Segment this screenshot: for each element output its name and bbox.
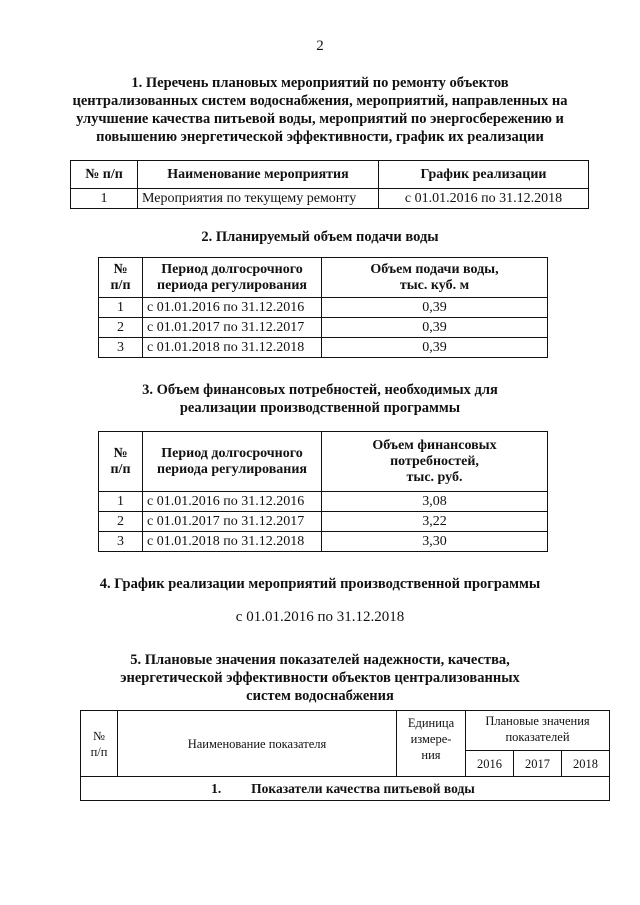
table-cell: 0,39 <box>322 318 548 338</box>
header-line: № <box>113 261 128 277</box>
header-line: периода регулирования <box>157 277 307 293</box>
table-row <box>99 338 548 358</box>
header-line: Единица <box>407 716 455 730</box>
table-cell: 1 <box>71 189 138 209</box>
table-row <box>71 189 589 209</box>
column-header-unit <box>397 711 466 777</box>
column-header-value <box>322 432 548 492</box>
column-header: График реализации <box>379 161 589 189</box>
section1-heading <box>40 74 600 146</box>
section5-heading-line: систем водоснабжения <box>246 688 394 704</box>
table-group-row <box>81 777 610 801</box>
table-row <box>99 298 548 318</box>
table-cell: с 01.01.2018 по 31.12.2018 <box>143 338 322 358</box>
section3-table <box>98 431 548 552</box>
section3-heading-line: реализации производственной программы <box>179 400 461 416</box>
table-cell: 3,30 <box>322 532 548 552</box>
section2-heading: 2. Планируемый объем подачи воды <box>201 229 439 245</box>
section1-heading-line: повышению энергетической эффективности, график их реализации <box>96 129 544 145</box>
table-row <box>99 492 548 512</box>
column-header-num <box>99 258 143 298</box>
header-line: тыс. руб. <box>406 469 463 485</box>
table-cell: 2 <box>99 512 143 532</box>
section3-heading-line: 3. Объем финансовых потребностей, необходимых для <box>142 382 498 398</box>
table-cell: 0,39 <box>322 338 548 358</box>
table-header-row <box>81 711 610 751</box>
table-cell: 1 <box>99 298 143 318</box>
section5-table <box>80 710 610 801</box>
section5-heading-line: энергетической эффективности объектов централизованных <box>120 670 520 686</box>
year-header: 2017 <box>513 751 561 777</box>
header-line: показателей <box>505 730 570 744</box>
table-cell: с 01.01.2016 по 31.12.2016 <box>143 298 322 318</box>
section3-heading <box>40 381 600 417</box>
section1-heading-line: 1. Перечень плановых мероприятий по ремонту объектов <box>131 75 509 91</box>
table-header-row <box>99 432 548 492</box>
table-row <box>99 318 548 338</box>
header-line: Период долгосрочного <box>161 445 303 461</box>
table-cell: Мероприятия по текущему ремонту <box>138 189 379 209</box>
header-line: Объем подачи воды, <box>370 261 499 277</box>
section2-table <box>98 257 548 358</box>
table-cell: 3 <box>99 338 143 358</box>
header-line: Период долгосрочного <box>161 261 303 277</box>
column-header-num <box>81 711 118 777</box>
table-row <box>99 532 548 552</box>
column-header: № п/п <box>71 161 138 189</box>
column-header-period <box>143 258 322 298</box>
header-line: Объем финансовых <box>372 437 497 453</box>
column-header-name: Наименование показателя <box>118 711 397 777</box>
header-line: ния <box>421 748 441 762</box>
header-line: периода регулирования <box>157 461 307 477</box>
table-cell: 3 <box>99 532 143 552</box>
header-line: № <box>113 445 128 461</box>
table-cell: 0,39 <box>322 298 548 318</box>
group-row-number: 1. <box>211 780 222 796</box>
group-row-label: Показатели качества питьевой воды <box>251 780 475 796</box>
column-header-period <box>143 432 322 492</box>
table-cell: с 01.01.2017 по 31.12.2017 <box>143 318 322 338</box>
section1-heading-line: централизованных систем водоснабжения, мероприятий, направленных на <box>72 93 568 109</box>
section4-heading: 4. График реализации мероприятий производственной программы <box>99 576 541 592</box>
table-cell: с 01.01.2016 по 31.12.2016 <box>143 492 322 512</box>
header-line: п/п <box>110 461 131 477</box>
table-row <box>99 512 548 532</box>
page-number: 2 <box>316 38 324 54</box>
section4-period: с 01.01.2016 по 31.12.2018 <box>235 609 405 625</box>
table-header-row <box>99 258 548 298</box>
year-header: 2018 <box>561 751 609 777</box>
table-cell: с 01.01.2017 по 31.12.2017 <box>143 512 322 532</box>
table-cell: 3,22 <box>322 512 548 532</box>
table-header-row <box>71 161 589 189</box>
section5-heading-line: 5. Плановые значения показателей надежности, качества, <box>130 652 510 668</box>
header-line: № <box>93 728 105 743</box>
group-row-cell <box>81 777 610 801</box>
year-header: 2016 <box>466 751 514 777</box>
table-cell: 1 <box>99 492 143 512</box>
column-header-value <box>322 258 548 298</box>
header-line: тыс. куб. м <box>399 277 470 293</box>
section5-heading <box>40 651 600 705</box>
table-cell: с 01.01.2018 по 31.12.2018 <box>143 532 322 552</box>
header-line: п/п <box>110 277 131 293</box>
table-cell: 3,08 <box>322 492 548 512</box>
header-line: потребностей, <box>390 453 479 469</box>
column-header: Наименование мероприятия <box>138 161 379 189</box>
table-cell: 2 <box>99 318 143 338</box>
section1-table <box>70 160 589 209</box>
table-cell: с 01.01.2016 по 31.12.2018 <box>379 189 589 209</box>
header-line: измере- <box>410 732 452 746</box>
header-line: п/п <box>90 744 108 759</box>
section1-heading-line: улучшение качества питьевой воды, мероприятий по энергосбережению и <box>76 111 564 127</box>
column-header-num <box>99 432 143 492</box>
header-line: Плановые значения <box>485 714 590 728</box>
column-header-plan <box>466 711 610 751</box>
